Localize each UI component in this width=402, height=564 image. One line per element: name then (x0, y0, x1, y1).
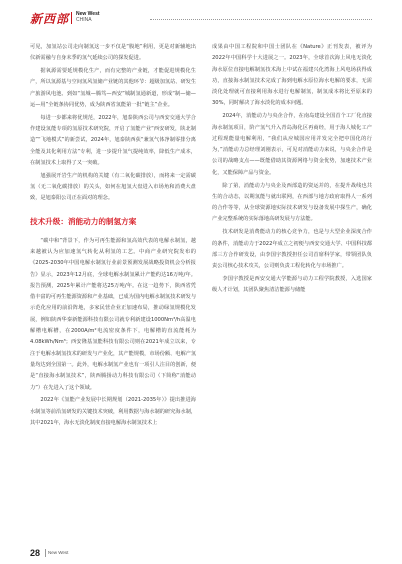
left-paragraph-4: 旭强展开岩生产的机构的关键（有二氧化碳排放），而将来一定需碳氢（无二氧化碳排放）的关头，如何在旭氢大盘进入市场角和消费大盘致，是旭泰阳公司正在面对的理念。 (30, 172, 196, 202)
right-paragraph-3: 除了第，消能动力与央企及西部造的资运并的，在提升战线也共生的合动态，以期氢能与就出联网，在西部与地方政府取得人一系列的合作等等，从全球资源地实际技术研发与设备发展中探生产，确化产业完整系统的实际落地高研发展与方法能。 (212, 182, 372, 223)
left-paragraph-5: “碳中和”背景下，作为可再生能源和氢高效代表的电解水制氢，越来越被认为应加速氢气转化从利氢的工艺。中商产业研究院发布的《2025-2030年中国电解水制氢行业前景预测发展战略投资机会分析报告》显示，2023年12月底，全球电解水制氢累计产能约达16万吨/年。报告预测，2025年累计产能将达25万吨/年。在这一趋势下，陕西省凭借丰富的可再生能源资源和产业基础，已成为国内电解水制氢技术研发与示范化应用的前沿阵地，多家民营企业正加速布局，推动绿氢规模化发展，例如陕西华秦新能源科技有限公司就专利新建设1000Nm³/h高温电解槽电解槽，在2000A/m²电流密度条件下，电解槽的直流能耗为4.08kWh/Nm³；西安隆基氢能科技有限公司则在2021年成立以来，专注于电解水制氢技术的研发与产业化，其产能规模，市场份额、电解产氢量均达到全国第一。此外，电解水制氢产业也有一项引人注目的创新，便是“直接海水制氢技术”，陕西腾扬动力科技有限公司（下简称“消能动力”）在先进入了这个领域。 (30, 237, 197, 391)
magazine-logo: 新西部 (30, 12, 70, 26)
footer-magazine-name: New West (48, 550, 69, 555)
logo-en-line2: CHINA (76, 17, 92, 23)
right-column (212, 42, 372, 298)
footer-divider (45, 549, 46, 557)
right-paragraph-2: 2024年，消能动力与央企合作，在南岛建设全国首个工厂化直接海水制氢项目，阶产氢气升入青岛海化区再商经，用于海人城化工产过程现能量电解利用，“我们从应城国应用并发完全把中国化的行为，”消能动力总经理刘刚表示，可见对消能动力来说，与央企合作是公司的战略支点——既能借助其资源网络与资金优势，加速技术产业化，又能保障产品与资金。 (212, 113, 372, 176)
page-footer (30, 548, 110, 558)
section-heading: 技术升级：消能动力的制氢方案 (30, 216, 137, 226)
logo-divider (71, 12, 72, 24)
left-paragraph-2: 据氧源需要延规模化生产，而有完整的产业链，才能促进规模化生产，所以氢源基与空间氢风氢储产业链的其他环节：超级加氢站、研发生产旅游风电池、到如“氢城—腾笃—西安”城制氢通新道，形成“制—储—运—用”全链条协同优势，成为陕西省氢能第一批“链主”企业。 (30, 68, 197, 108)
right-paragraph-1: 成果由中国工程院和中国士团队在《Nature》正刊发表，被评为2022年中国科学十大进展之一。2023年，全球首次海上风电无淡化海水原位直接电解制氢技术海上中试在福建兴化湾海上风电场获得成功，直接海水制氢技术完成了海到电解水原位海水电解的要求，无需淡化处理就可直接利用海水进行电解制氢，制氢成本将比至原来的30%，同时解决了海水淡化的成本问题。 (212, 44, 372, 107)
page-number: 28 (30, 548, 41, 558)
left-paragraph-6: 2022年《氢能产业发展中长期规划（2021-2035年）》提出推进海水制氢等前沿氢研发的关键技术突破，利用数据与海水制的研究海水制，其中2021年，海水无淡化制度直接电解海水制氢技术上 (30, 397, 197, 426)
left-paragraph-1: 可见，加氢站公司走向制氢这一步不仅是“腹地”利用，更是对新辅地出仪新需融与自身末季的氢气延续公司的探发促进。 (30, 44, 196, 62)
header-dotted-rule (150, 19, 372, 20)
right-paragraph-4: 技术研发是消费能动力的核心竞争力，也是与大型企业深度合作的条件，消能动力于2022年成立之初便与西安交通大学、中国科技都部三方合作研发设，由李国宇教授担任公司首席科学家，带领团队负责公司核心技术攻关，公司则负责工程化转化与市场推广。 (212, 229, 372, 270)
right-paragraph-5: 李国宇教授是西安交通大学能源与动力工程学院教授，入选国家级人才计划，其团队聚焦清洁能源与储能 (212, 275, 372, 294)
left-paragraph-3: 每进一步都来将优规范，2022年，旭泰陕西公司与西安交通大学合作建设氢能专项的氢原技术研究院，开启了氢能产业“西安研发，陕北制造”“飞地模式”的新尝试，2024年，旭泰陕西获“兼氢气体净制零排分离全能及其化利用方法”专利，进一步提升氢气提纯效率，降低生产成本，在制氢技术上取得了又一突破。 (30, 114, 196, 166)
page-header (30, 10, 372, 26)
left-column (30, 42, 196, 431)
logo-en-line1: New West (76, 11, 100, 17)
magazine-logo-english (76, 11, 100, 23)
